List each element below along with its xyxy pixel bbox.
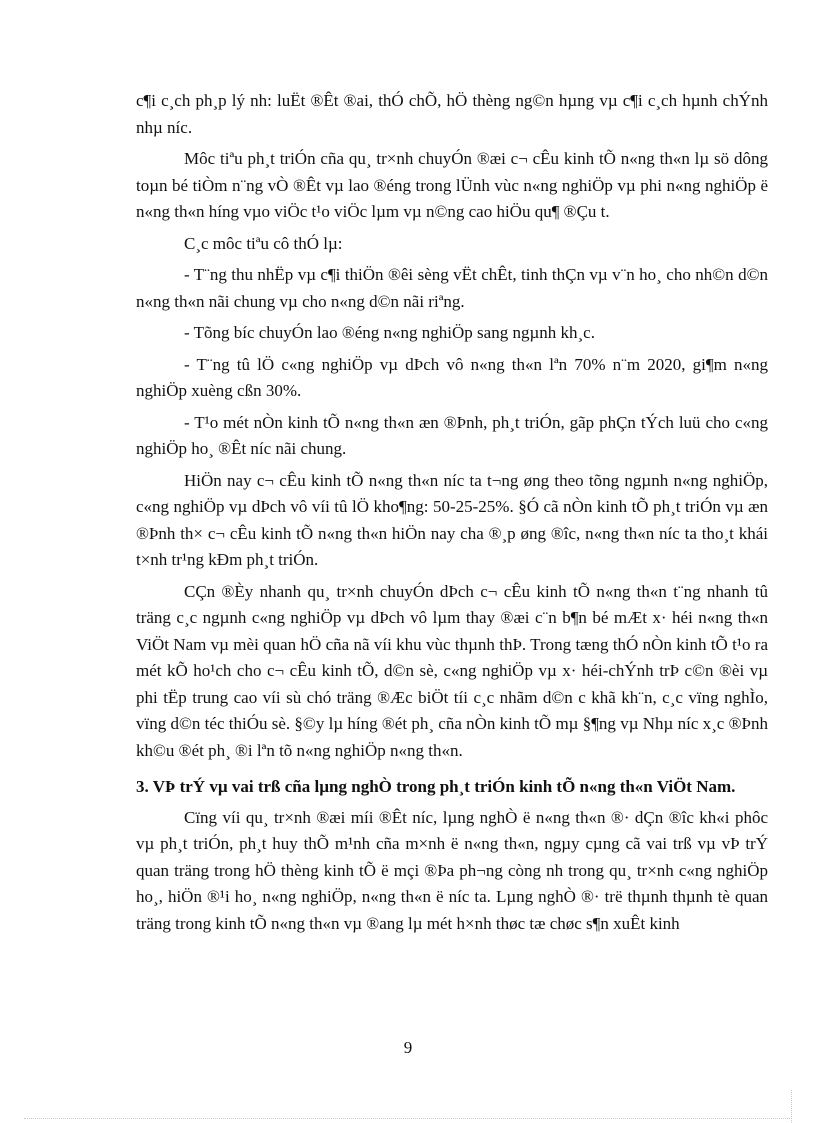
paragraph-continued: c¶i c¸ch ph¸p lý nh: luËt ®Êt ®ai, thÓ chÕ, hÖ thèng ng©n hµng vµ c¶i c¸ch hµnh chÝnh nhµ níc. <box>136 91 768 137</box>
paragraph-specific-goals-intro: C¸c môc tiªu cô thÓ lµ: <box>184 233 343 253</box>
bullet-stable-economy: - T¹o mét nÒn kinh tÕ n«ng th«n æn ®Þnh, ph¸t triÓn, gãp phÇn tÝch luü cho c«ng nghiÖp ho¸ ®Êt níc nãi chung. <box>136 412 768 458</box>
section-heading: 3. VÞ trÝ vµ vai trß cña lµng nghÒ trong ph¸t triÓn kinh tÕ n«ng th«n ViÖt Nam. <box>136 777 736 796</box>
paragraph-current-structure: HiÖn nay c¬ cÊu kinh tÕ n«ng th«n níc ta t¬ng øng theo tõng ngµnh n«ng nghiÖp, c«ng nghiÖp vµ dÞch vô víi tû lÖ kho¶ng: 50-25-25%. §Ó cã nÒn kinh tÕ ph¸t triÓn vµ æn ®Þnh th× c¬ cÊu kinh tÕ n«ng th«n hiÖn nay cha ®¸p øng ®îc, n«ng th«n níc ta tho¸t khái t×nh tr¹ng kÐm ph¸t triÓn. <box>136 470 768 569</box>
bullet-industry-ratio: - T¨ng tû lÖ c«ng nghiÖp vµ dÞch vô n«ng th«n lªn 70% n¨m 2020, gi¶m n«ng nghiÖp xuèng cßn 30%. <box>136 354 768 400</box>
bullet-income: - T¨ng thu nhËp vµ c¶i thiÖn ®êi sèng vËt chÊt, tinh thÇn vµ v¨n ho¸ cho nh©n d©n n«ng th«n nãi chung vµ cho n«ng d©n nãi riªng. <box>136 265 768 311</box>
page-bottom-divider <box>24 1118 792 1119</box>
page-body <box>136 88 768 937</box>
paragraph-acceleration: CÇn ®Èy nhanh qu¸ tr×nh chuyÓn dÞch c¬ cÊu kinh tÕ n«ng th«n t¨ng nhanh tû träng c¸c ngµnh c«ng nghiÖp vµ dÞch vô lµm thay ®æi c¨n b¶n bé mÆt x· héi n«ng th«n ViÖt Nam vµ mèi quan hÖ cña nã víi khu vùc thµnh thÞ. Trong tæng thÓ nÒn kinh tÕ t¹o ra mét kÕ ho¹ch cho c¬ cÊu kinh tÕ, d©n sè, c«ng nghiÖp vµ x· héi-chÝnh trÞ c©n ®èi vµ phi tËp trung cao víi sù chó träng ®Æc biÖt tíi c¸c nhãm d©n c khã kh¨n, c¸c vïng nghÌo, vïng d©n téc thiÓu sè. §©y lµ híng ®ét ph¸ cña nÒn kinh tÕ mµ §¶ng vµ Nhµ níc x¸c ®Þnh kh©u ®ét ph¸ ®i lªn tõ n«ng nghiÖp n«ng th«n. <box>136 581 768 760</box>
page-side-divider <box>791 1090 792 1123</box>
paragraph-goals: Môc tiªu ph¸t triÓn cña qu¸ tr×nh chuyÓn ®æi c¬ cÊu kinh tÕ n«ng th«n lµ sö dông toµn bé tiÒm n¨ng vÒ ®Êt vµ lao ®éng trong lÜnh vùc n«ng nghiÖp vµ phi n«ng nghiÖp ë n«ng th«n híng vµo viÖc t¹o viÖc lµm vµ n©ng cao hiÖu qu¶ ®Çu t. <box>136 149 768 221</box>
paragraph-craft-villages: Cïng víi qu¸ tr×nh ®æi míi ®Êt níc, lµng nghÒ ë n«ng th«n ®· dÇn ®îc kh«i phôc vµ ph¸t triÓn, ph¸t huy thÕ m¹nh cña m×nh ë n«ng th«n, ngµy cµng cã vai trß vµ vÞ trÝ quan träng trong hÖ thèng kinh tÕ ë mçi ®Þa ph¬ng còng nh trong qu¸ tr×nh c«ng nghiÖp ho¸, hiÖn ®¹i ho¸ n«ng nghiÖp, n«ng th«n ë níc ta. Lµng nghÒ ®· trë thµnh thµnh tè quan träng trong kinh tÕ n«ng th«n vµ ®ang lµ mét h×nh thøc tæ chøc s¶n xuÊt kinh <box>136 807 768 933</box>
bullet-labor-shift: - Tõng bíc chuyÓn lao ®éng n«ng nghiÖp sang ngµnh kh¸c. <box>184 323 595 342</box>
page-number: 9 <box>403 1038 413 1057</box>
